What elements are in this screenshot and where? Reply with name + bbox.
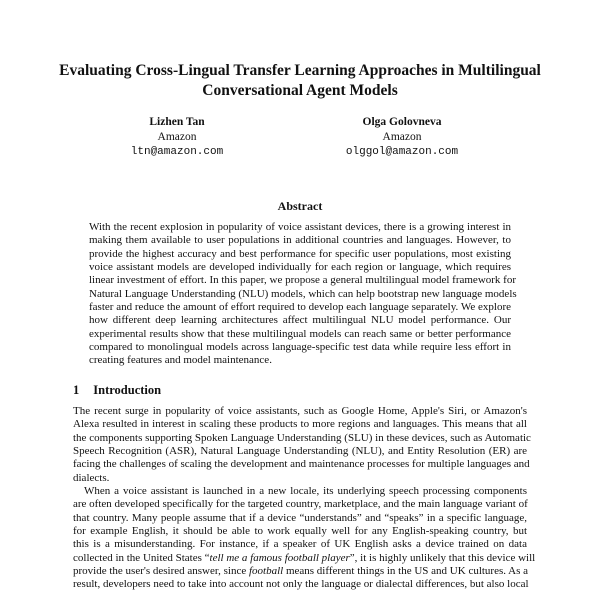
abstract-line: provide the highest accuracy and best performance for specific user populations, most existing [89, 247, 511, 260]
author-name: Olga Golovneva [362, 116, 442, 128]
abstract-line: With the recent explosion in popularity of voice assistant devices, there is a growing interest in [89, 221, 511, 233]
body-line: When a voice assistant is launched in a new locale, its underlying speech processing components [84, 485, 527, 498]
abstract-line: linear investment of effort. In this paper, we propose a general multilingual model framework for [89, 274, 516, 287]
abstract-line: making them available to user populations in additional countries and languages. However, to [89, 234, 511, 247]
abstract-body [89, 221, 517, 368]
body-line: for example English, it should be able to work equally well for any English-speaking country, but [73, 525, 527, 538]
section-title: Introduction [93, 383, 162, 397]
paper-title-line-2: Conversational Agent Models [202, 82, 398, 99]
author-affiliation: Amazon [157, 131, 197, 143]
author-email: ltn@amazon.com [130, 146, 224, 158]
body-line: The recent surge in popularity of voice assistants, such as Google Home, Apple's Siri, or Amazon's [73, 405, 527, 417]
body-line: dialects. [73, 471, 110, 484]
author-email: olggol@amazon.com [345, 146, 459, 158]
section-heading-introduction [73, 383, 175, 398]
text: collected in the United States “ [73, 551, 210, 564]
abstract-line: experimental results show that these multilingual models can reach same or better performance [89, 327, 511, 340]
body-line [73, 565, 527, 578]
body-line: Alexa resulted in interest in scaling these products to more regions and languages. This means that all [73, 418, 527, 431]
body-line: Speech Recognition (ASR), Natural Language Understanding (NLU), and Entity Resolution (ER) are [73, 445, 527, 458]
abstract-line: faster and reduce the amount of effort required to develop each language separately. We explore [89, 301, 511, 314]
body-line: the components supporting Spoken Language Understanding (SLU) in these devices, such as Automatic [73, 431, 531, 444]
text: means different things in the US and UK cultures. As a [283, 565, 529, 578]
author-affiliation: Amazon [382, 131, 422, 143]
body-line: facing the challenges of scaling the development and maintenance processes for multiple languages and [73, 458, 530, 471]
author-name: Lizhen Tan [149, 116, 205, 128]
body-line: are often developed specifically for the targeted country, marketplace, and the main language variant of [73, 498, 528, 511]
abstract-line: Natural Language Understanding (NLU) models, which can help bootstrap new language models [89, 287, 517, 300]
italic-quote: tell me a famous football player [209, 551, 350, 564]
author-2 [302, 115, 502, 160]
introduction-body [73, 405, 536, 592]
italic-term: football [248, 565, 284, 578]
paper-title-line-1: Evaluating Cross-Lingual Transfer Learning Approaches in Multilingual [59, 62, 541, 79]
body-line: result, developers need to take into account not only the language or dialectal differences, but also local [73, 578, 529, 591]
author-1 [77, 115, 277, 160]
body-line: that country. Many people assume that if a device “understands” and “speaks” in a specific language, [73, 511, 527, 524]
abstract-line: creating features and model maintenance. [89, 354, 272, 367]
text: ”, it is highly unlikely that this device will [349, 551, 536, 564]
section-number: 1 [73, 383, 80, 397]
abstract-line: compared to monolingual models across language-specific test data while require less effort in [89, 341, 511, 354]
abstract-line: voice assistant models are developed individually for each region or language, which requires [89, 261, 511, 274]
body-line [73, 551, 536, 565]
abstract-line: how different deep learning architectures affect multilingual NLU model performance. Our [89, 314, 511, 327]
text: provide the user's desired answer, since [73, 565, 249, 578]
abstract-heading: Abstract [277, 199, 323, 213]
body-line: this is a misunderstanding. For instance, if a speaker of UK English asks a device trained on data [73, 538, 527, 551]
